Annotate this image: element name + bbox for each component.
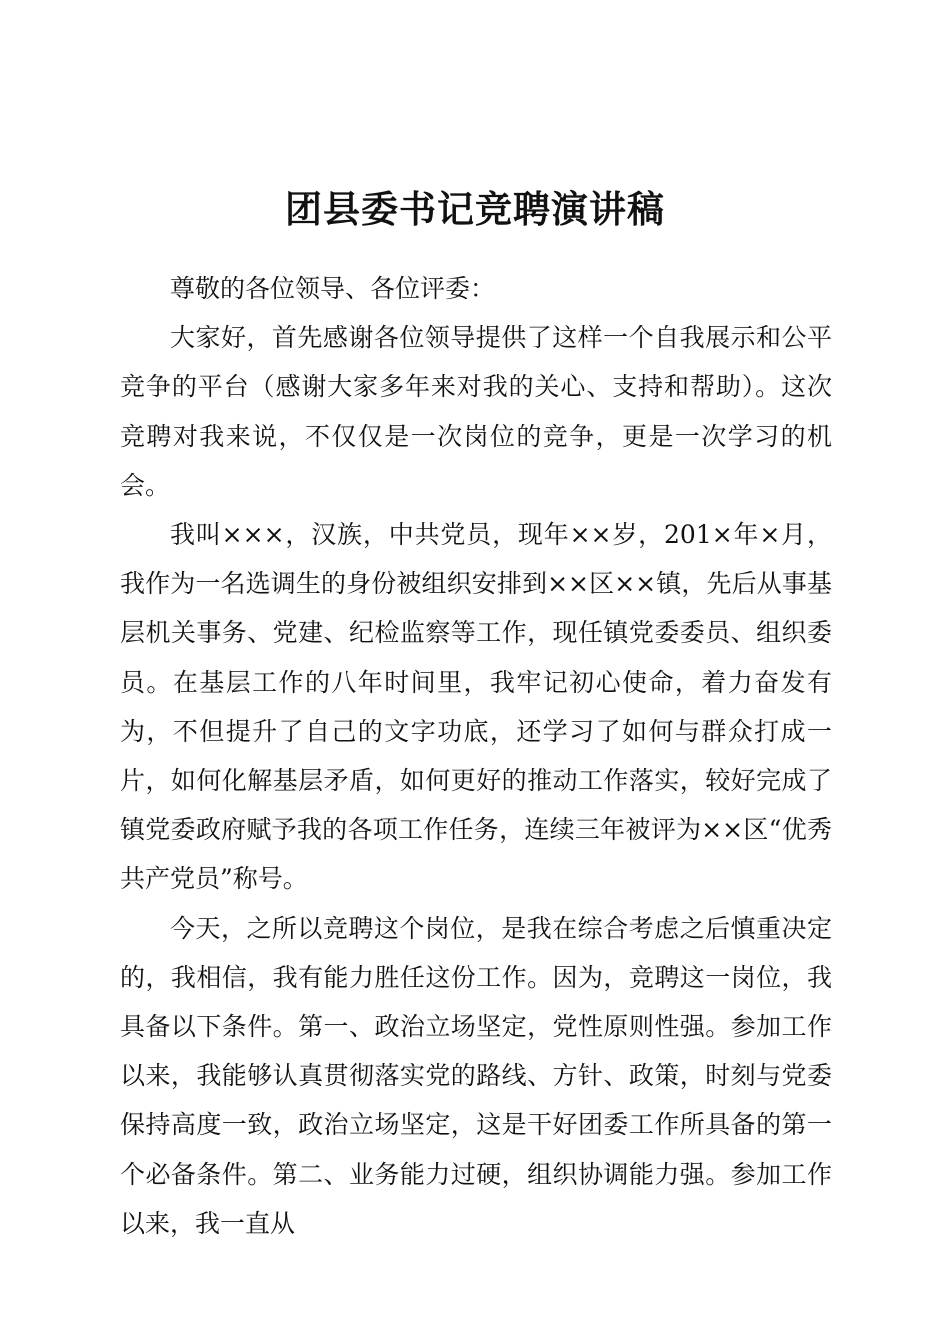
paragraph-self-introduction: 我叫×××，汉族，中共党员，现年××岁，201×年×月，我作为一名选调生的身份被组织安排到××区××镇，先后从事基层机关事务、党建、纪检监察等工作，现任镇党委委员、组织委员。在基层工作的八年时间里，我牢记初心使命，着力奋发有为，不但提升了自己的文字功底，还学习了如何与群众打成一片，如何化解基层矛盾，如何更好的推动工作落实，较好完成了镇党委政府赋予我的各项工作任务，连续三年被评为××区“优秀共产党员”称号。 — [120, 520, 832, 894]
paragraph-greeting: 大家好，首先感谢各位领导提供了这样一个自我展示和公平竞争的平台（感谢大家多年来对我的关心、支持和帮助）。这次竞聘对我来说，不仅仅是一次岗位的竞争，更是一次学习的机会。 — [120, 323, 832, 500]
paragraph-qualifications: 今天，之所以竞聘这个岗位，是我在综合考虑之后慎重决定的，我相信，我有能力胜任这份工作。因为，竞聘这一岗位，我具备以下条件。第一、政治立场坚定，党性原则性强。参加工作以来，我能够认真贯彻落实党的路线、方针、政策，时刻与党委保持高度一致，政治立场坚定，这是干好团委工作所具备的第一个必备条件。第二、业务能力过硬，组织协调能力强。参加工作以来，我一直从 — [120, 913, 832, 1238]
paragraph-salutation: 尊敬的各位领导、各位评委： — [170, 274, 496, 303]
document-title: 团县委书记竞聘演讲稿 — [285, 188, 665, 231]
document-body — [120, 264, 832, 1248]
